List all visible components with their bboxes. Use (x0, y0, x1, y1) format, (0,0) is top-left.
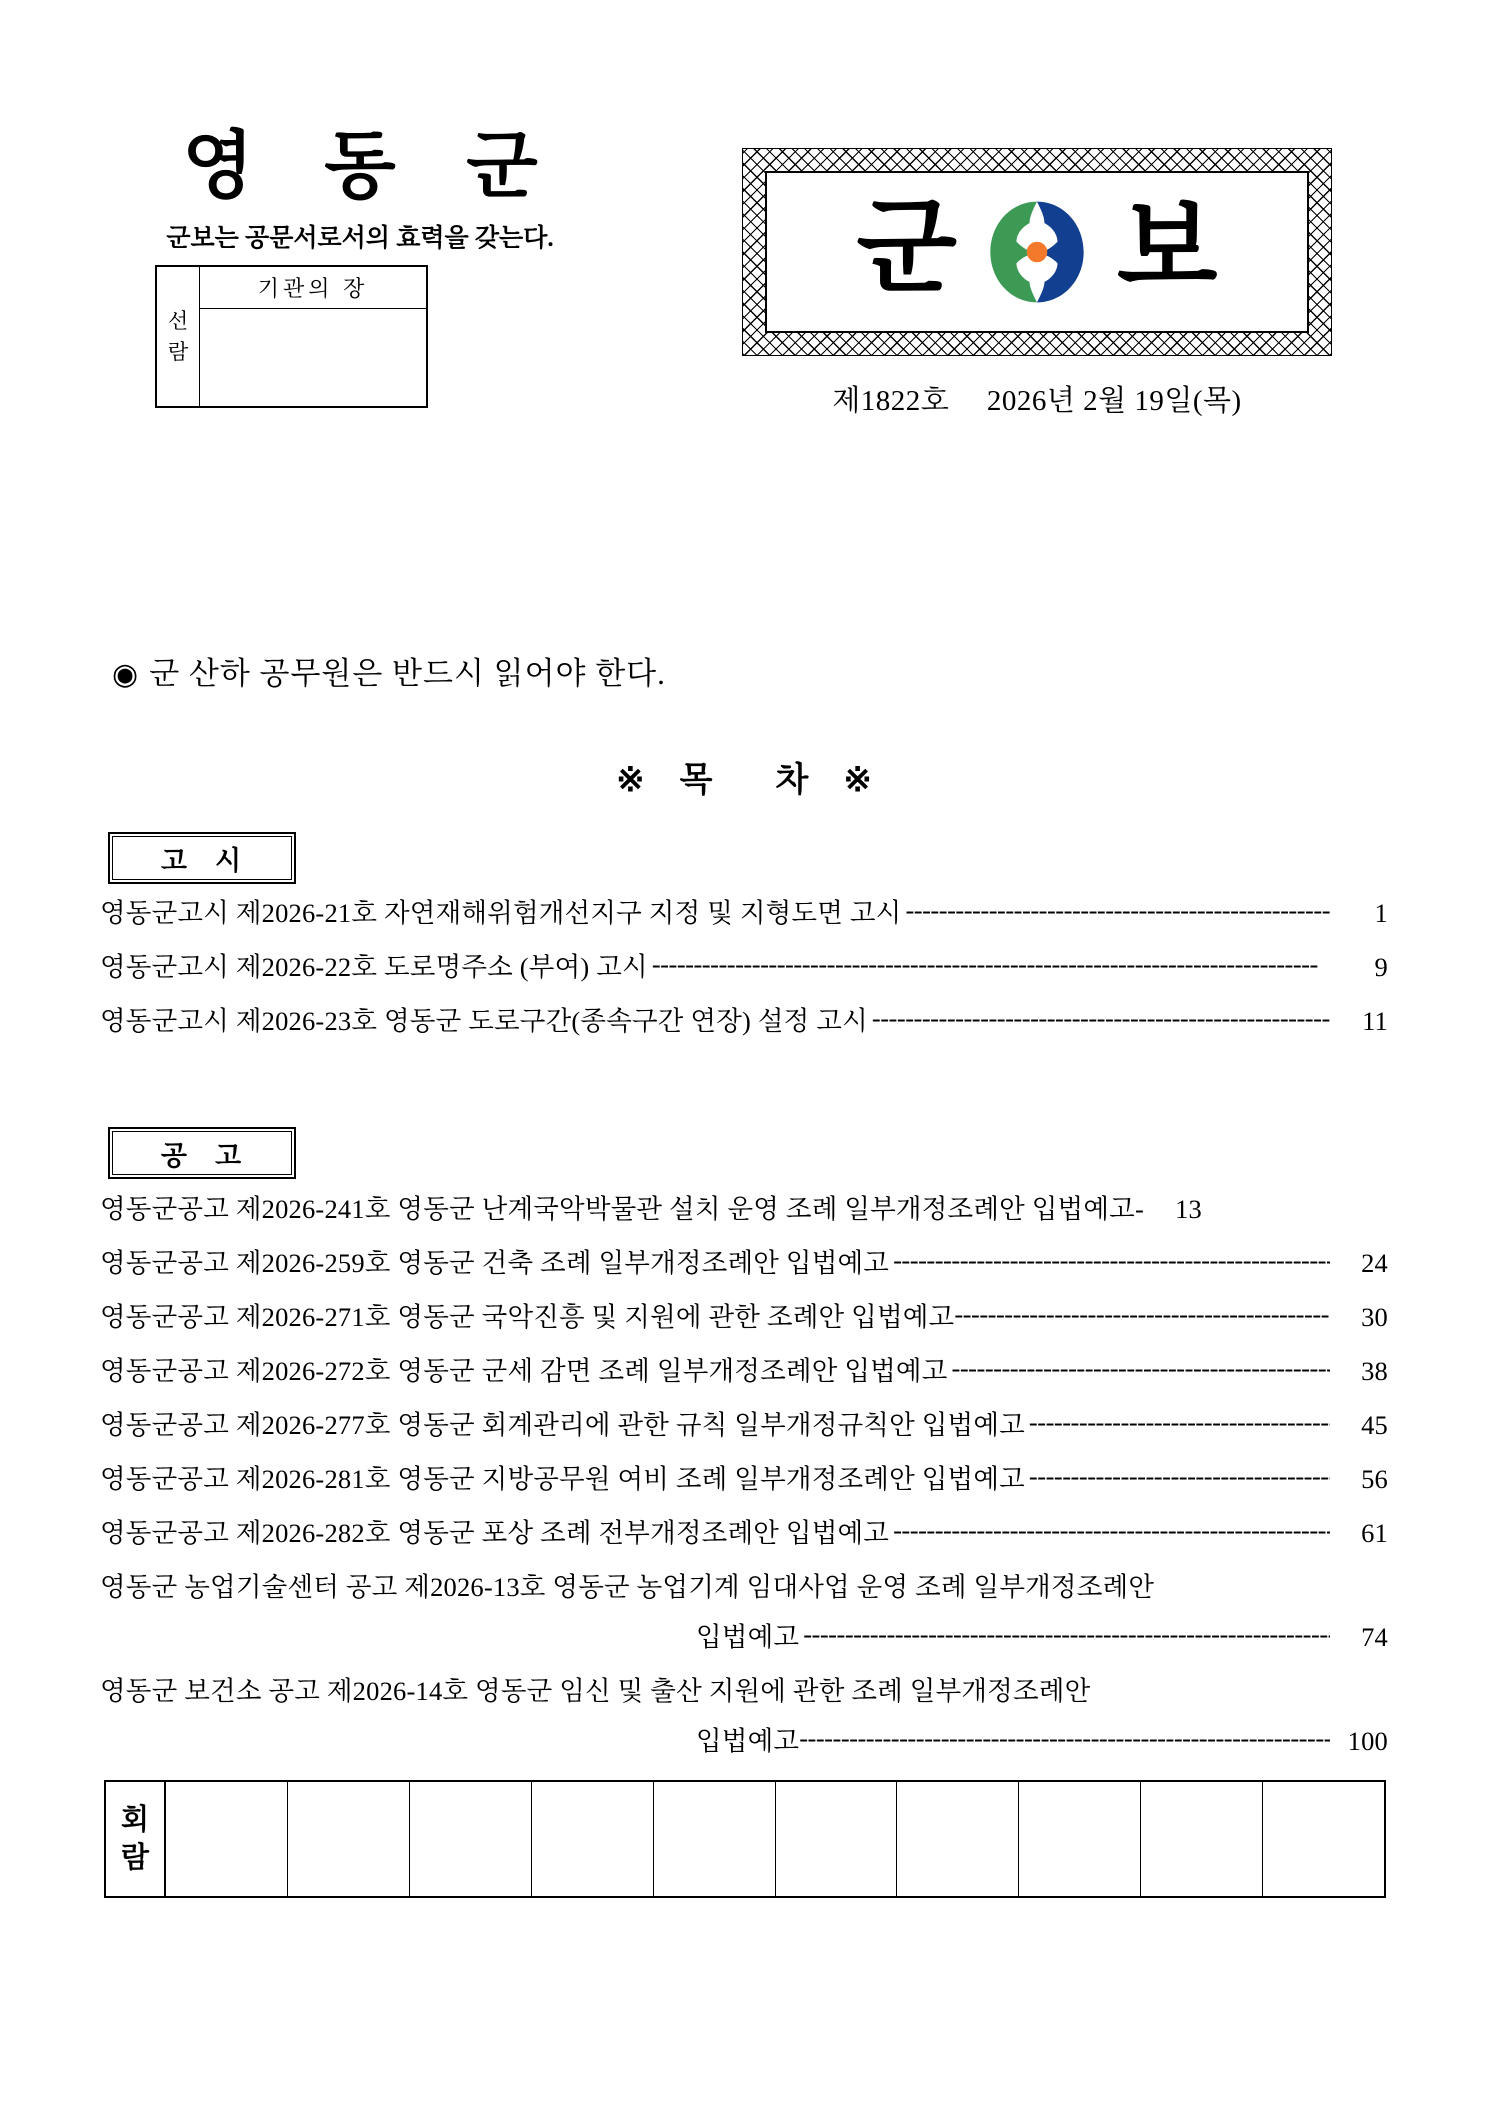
filled-circle-bullet-icon: ◉ (112, 658, 140, 691)
circulation-label (106, 1782, 166, 1896)
toc-entry[interactable] (100, 1466, 1388, 1520)
toc-title-word-2: 차 (775, 762, 809, 799)
circulation-label-char-1: 회 (120, 1803, 149, 1836)
section-header-gosi-char-1: 고 (160, 845, 189, 876)
toc-entry[interactable] (100, 1008, 1388, 1062)
toc-leader-dots (799, 1725, 1330, 1752)
mandatory-reading-notice (112, 648, 666, 693)
toc-title-word-1: 목 (679, 762, 713, 799)
toc-entry-continuation[interactable] (100, 1728, 1388, 1782)
toc-list-gonggo (100, 1196, 1388, 1782)
toc-entry[interactable] (100, 900, 1388, 954)
toc-entry-title: 영동군 보건소 공고 제2026-14호 영동군 임신 및 출산 지원에 관한 조례 일부개정조례안 (100, 1676, 1091, 1706)
approval-stamp-signature-area (200, 309, 426, 406)
toc-entry[interactable] (100, 1520, 1388, 1574)
issue-number: 제1822호 (832, 385, 950, 417)
emblem-outer-frame (742, 148, 1332, 356)
circulation-cell[interactable] (1019, 1782, 1141, 1896)
toc-leader-dots (648, 951, 1330, 978)
toc-entry-page: 30 (1361, 1302, 1388, 1332)
toc-entry-title: 영동군공고 제2026-281호 영동군 지방공무원 여비 조례 일부개정조례안 입법예고 (100, 1464, 1025, 1494)
toc-entry[interactable] (100, 1574, 1388, 1624)
circulation-label-char-2: 람 (120, 1842, 149, 1874)
toc-entry-page: 100 (1347, 1726, 1388, 1756)
circulation-cells (166, 1782, 1384, 1896)
toc-entry[interactable] (100, 1678, 1388, 1728)
toc-leader-dots (1025, 1409, 1330, 1436)
section-header-gosi-char-2: 시 (215, 845, 244, 876)
toc-entry-page: 13 (1175, 1194, 1202, 1224)
toc-entry-page: 24 (1361, 1248, 1388, 1278)
toc-entry-title: 영동군공고 제2026-259호 영동군 건축 조례 일부개정조례안 입법예고 (100, 1248, 890, 1278)
toc-entry-page: 61 (1361, 1518, 1388, 1548)
toc-entry-title: 영동군고시 제2026-23호 영동군 도로구간(종속구간 연장) 설정 고시 (100, 1006, 868, 1036)
circulation-cell[interactable] (288, 1782, 410, 1896)
approval-stamp-label-char-2: 람 (167, 339, 189, 364)
circulation-cell[interactable] (166, 1782, 288, 1896)
toc-entry-title: 영동군공고 제2026-272호 영동군 군세 감면 조례 일부개정조례안 입법예고 (100, 1356, 948, 1386)
circulation-table (104, 1780, 1386, 1898)
circulation-cell[interactable] (1263, 1782, 1384, 1896)
toc-entry-title: 영동군고시 제2026-21호 자연재해위험개선지구 지정 및 지형도면 고시 (100, 898, 902, 928)
toc-entry-title: 영동군공고 제2026-282호 영동군 포상 조례 전부개정조례안 입법예고 (100, 1518, 890, 1548)
toc-entry-continuation[interactable] (100, 1624, 1388, 1678)
circulation-cell[interactable] (532, 1782, 654, 1896)
mandatory-reading-notice-text: 군 산하 공무원은 반드시 읽어야 한다. (149, 656, 666, 691)
section-header-gonggo (108, 1127, 296, 1179)
toc-leader-dots (889, 1517, 1330, 1544)
toc-entry-title: 영동군고시 제2026-22호 도로명주소 (부여) 고시 (100, 952, 648, 982)
circulation-cell[interactable] (897, 1782, 1019, 1896)
emblem-char-left: 군 (856, 190, 957, 306)
approval-stamp-header: 기관의 장 (200, 267, 426, 309)
yeongdong-county-emblem-icon (981, 196, 1093, 308)
approval-stamp-label-char-1: 선 (167, 309, 189, 334)
masthead (0, 126, 1488, 550)
toc-entry-title: 영동군 농업기술센터 공고 제2026-13호 영동군 농업기계 임대사업 운영 조례 일부개정조례안 (100, 1572, 1155, 1602)
section-header-gonggo-char-1: 공 (160, 1140, 189, 1171)
toc-leader-dots (889, 1247, 1330, 1274)
approval-stamp-box (155, 265, 428, 408)
circulation-cell[interactable] (654, 1782, 776, 1896)
toc-leader-dots (954, 1301, 1330, 1328)
approval-stamp-label (157, 267, 200, 406)
circulation-cell[interactable] (1141, 1782, 1263, 1896)
emblem-area (742, 148, 1332, 419)
toc-entry-page: 74 (1361, 1622, 1388, 1652)
toc-entry[interactable] (100, 1358, 1388, 1412)
section-header-gosi-inner (112, 836, 292, 880)
table-of-contents-title (0, 752, 1488, 801)
masthead-left (100, 126, 620, 254)
toc-entry[interactable] (100, 1304, 1388, 1358)
toc-entry-page: 38 (1361, 1356, 1388, 1386)
issue-date: 2026년 2월 19일(목) (986, 385, 1242, 417)
toc-list-gosi (100, 900, 1388, 1062)
toc-entry-page: 11 (1362, 1006, 1388, 1036)
toc-entry[interactable] (100, 1250, 1388, 1304)
toc-title-mark-left: ※ (616, 762, 645, 799)
section-header-gosi (108, 832, 296, 884)
toc-leader-dots (1025, 1463, 1330, 1490)
toc-leader-dots (799, 1621, 1330, 1648)
toc-entry[interactable] (100, 1196, 1388, 1250)
toc-entry[interactable] (100, 1412, 1388, 1466)
toc-entry-title: 영동군공고 제2026-277호 영동군 회계관리에 관한 규칙 일부개정규칙안 입법예고 (100, 1410, 1025, 1440)
toc-entry-title-continued: 입법예고 (696, 1622, 800, 1652)
county-title: 영 동 군 (182, 126, 564, 208)
approval-stamp-right (200, 267, 426, 406)
section-header-gonggo-char-2: 고 (215, 1140, 244, 1171)
issue-line (742, 378, 1332, 419)
circulation-cell[interactable] (776, 1782, 898, 1896)
toc-entry-title-continued: 입법예고 (696, 1726, 800, 1756)
toc-leader-dots (868, 1005, 1330, 1032)
toc-entry[interactable] (100, 954, 1388, 1008)
toc-entry-page: 9 (1374, 952, 1388, 982)
toc-entry-page: 45 (1361, 1410, 1388, 1440)
toc-entry-title: 영동군공고 제2026-271호 영동군 국악진흥 및 지원에 관한 조례안 입법예고 (100, 1302, 955, 1332)
toc-leader-dots (948, 1355, 1330, 1382)
masthead-tagline: 군보는 공문서로서의 효력을 갖는다. (166, 225, 554, 252)
toc-entry-page: 1 (1374, 898, 1388, 928)
section-header-gonggo-inner (112, 1131, 292, 1175)
toc-leader-dots (901, 897, 1330, 924)
emblem-char-right: 보 (1117, 190, 1218, 306)
emblem-inner-frame (765, 171, 1309, 333)
toc-title-mark-right: ※ (843, 762, 872, 799)
toc-entry-title: 영동군공고 제2026-241호 영동군 난계국악박물관 설치 운영 조례 일부개정조례안 입법예고- (100, 1194, 1144, 1224)
toc-entry-page: 56 (1361, 1464, 1388, 1494)
circulation-cell[interactable] (410, 1782, 532, 1896)
